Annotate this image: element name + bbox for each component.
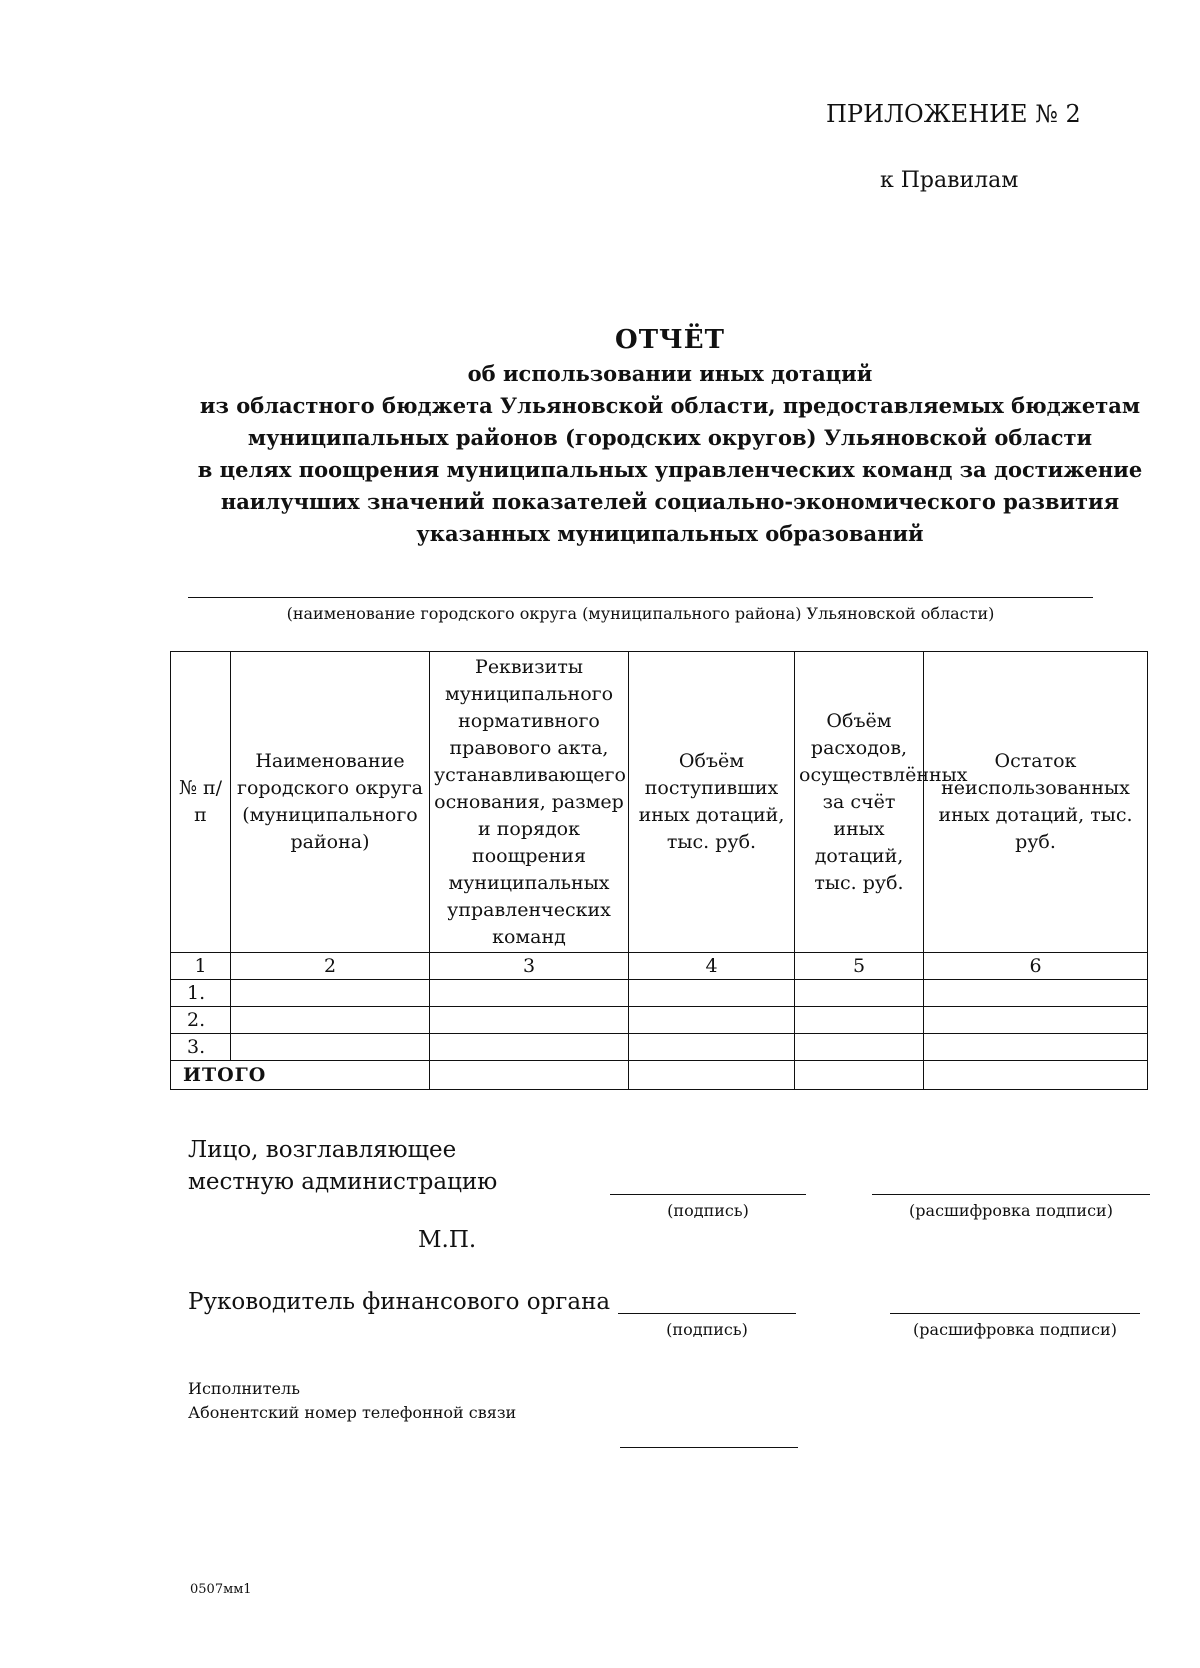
head-label-line-2: местную администрацию	[188, 1169, 498, 1195]
report-table	[170, 651, 1148, 1090]
column-numbers-row	[171, 953, 1148, 980]
stamp-place: М.П.	[418, 1227, 477, 1253]
table-cell[interactable]	[795, 1007, 924, 1034]
header-remainder: Остаток неиспользованных иных дотаций, тыс. руб.	[924, 652, 1148, 953]
column-number: 6	[924, 953, 1148, 980]
table-cell[interactable]	[430, 1034, 629, 1061]
table-cell[interactable]	[430, 980, 629, 1007]
row-number: 1.	[171, 980, 231, 1007]
table-cell[interactable]	[231, 1007, 430, 1034]
finance-signature-caption: (подпись)	[666, 1320, 748, 1339]
row-number: 3.	[171, 1034, 231, 1061]
head-decoding-caption: (расшифровка подписи)	[909, 1201, 1113, 1220]
finance-signature-line[interactable]	[618, 1313, 796, 1314]
head-decoding-line[interactable]	[872, 1194, 1150, 1195]
executor-label: Исполнитель	[188, 1379, 300, 1398]
municipality-name-caption: (наименование городского округа (муниципального района) Ульяновской области)	[286, 604, 995, 623]
table-cell[interactable]	[430, 1061, 629, 1090]
head-signature-caption: (подпись)	[667, 1201, 749, 1220]
column-number: 1	[171, 953, 231, 980]
table-cell[interactable]	[430, 1007, 629, 1034]
table-cell[interactable]	[231, 1034, 430, 1061]
header-received: Объём поступивших иных дотаций, тыс. руб.	[629, 652, 795, 953]
table-row	[171, 1034, 1148, 1061]
header-spent: Объём расходов, осуществлённых за счёт иных дотаций, тыс. руб.	[795, 652, 924, 953]
column-number: 2	[231, 953, 430, 980]
table-cell[interactable]	[924, 1007, 1148, 1034]
report-title	[180, 322, 1160, 550]
title-line: наилучших значений показателей социально-экономического развития	[220, 489, 1120, 514]
header-number: № п/п	[171, 652, 231, 953]
title-line: из областного бюджета Ульяновской области, предоставляемых бюджетам	[199, 393, 1141, 418]
head-label-line-1: Лицо, возглавляющее	[188, 1137, 457, 1163]
table-cell[interactable]	[629, 1061, 795, 1090]
table-cell[interactable]	[231, 980, 430, 1007]
table-row	[171, 980, 1148, 1007]
title-line: муниципальных районов (городских округов) Ульяновской области	[247, 425, 1093, 450]
finance-decoding-line[interactable]	[890, 1313, 1140, 1314]
finance-head-label: Руководитель финансового органа	[188, 1289, 611, 1315]
table-cell[interactable]	[795, 1034, 924, 1061]
appendix-number: ПРИЛОЖЕНИЕ № 2	[826, 100, 1081, 128]
to-rules: к Правилам	[880, 168, 1019, 193]
title-main: ОТЧЁТ	[615, 325, 725, 355]
table-cell[interactable]	[629, 980, 795, 1007]
table-cell[interactable]	[924, 1061, 1148, 1090]
table-cell[interactable]	[629, 1034, 795, 1061]
total-label: ИТОГО	[171, 1061, 430, 1090]
table-cell[interactable]	[924, 980, 1148, 1007]
table-cell[interactable]	[629, 1007, 795, 1034]
footer-code: 0507мм1	[190, 1582, 252, 1597]
title-line: указанных муниципальных образований	[416, 521, 924, 546]
header-legal-act: Реквизиты муниципального нормативного правового акта, устанавливающего основания, размер и порядок поощрения муниципальных управленческих команд	[430, 652, 629, 953]
table-cell[interactable]	[795, 1061, 924, 1090]
phone-label: Абонентский номер телефонной связи	[188, 1403, 517, 1422]
title-line: в целях поощрения муниципальных управленческих команд за достижение	[197, 457, 1143, 482]
column-number: 3	[430, 953, 629, 980]
table-cell[interactable]	[924, 1034, 1148, 1061]
row-number: 2.	[171, 1007, 231, 1034]
title-line: об использовании иных дотаций	[467, 361, 873, 386]
municipality-name-line[interactable]	[188, 597, 1093, 598]
column-number: 4	[629, 953, 795, 980]
header-municipality: Наименование городского округа (муниципального района)	[231, 652, 430, 953]
table-row	[171, 1007, 1148, 1034]
finance-decoding-caption: (расшифровка подписи)	[913, 1320, 1117, 1339]
total-row	[171, 1061, 1148, 1090]
executor-line[interactable]	[620, 1447, 798, 1448]
column-number: 5	[795, 953, 924, 980]
table-cell[interactable]	[795, 980, 924, 1007]
head-signature-line[interactable]	[610, 1194, 806, 1195]
